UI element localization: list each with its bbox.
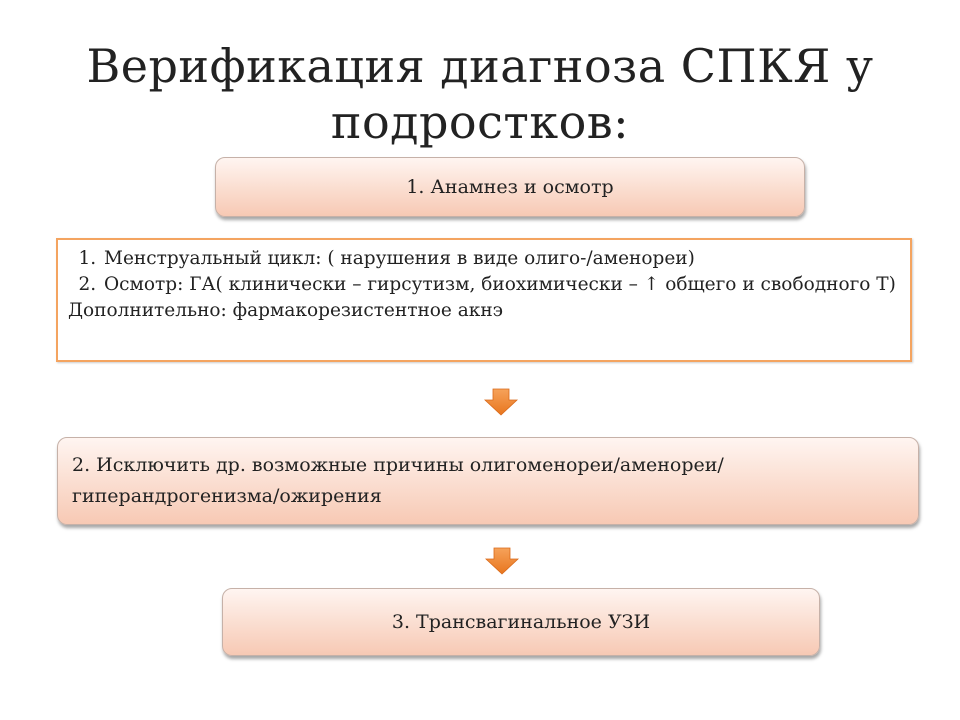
slide-title	[0, 38, 960, 150]
step-1-details	[56, 238, 912, 362]
details-item-menstrual-cycle: 1. Менструальный цикл: ( нарушения в виде олиго-/аменореи)	[102, 246, 900, 272]
details-extra: Дополнительно: фармакорезистентное акнэ	[68, 300, 504, 321]
step-2-box	[57, 437, 919, 525]
step-1-box	[215, 157, 805, 217]
down-arrow-icon	[483, 388, 519, 416]
down-arrow-icon	[484, 547, 520, 575]
title-line-1: Верификация диагноза СПКЯ у	[86, 39, 874, 93]
title-line-2: подростков:	[330, 95, 630, 149]
step-1-label: 1. Анамнез и осмотр	[406, 176, 614, 198]
step-3-label: 3. Трансвагинальное УЗИ	[391, 611, 651, 633]
details-item-examination: 2. Осмотр: ГА( клинически – гирсутизм, биохимически – ↑ общего и свободного Т)	[102, 272, 900, 298]
step-3-box	[222, 588, 820, 656]
details-list	[68, 246, 900, 298]
step-2-label: 2. Исключить др. возможные причины олигоменореи/аменореи/гиперандрогенизма/ожирения	[72, 454, 724, 507]
